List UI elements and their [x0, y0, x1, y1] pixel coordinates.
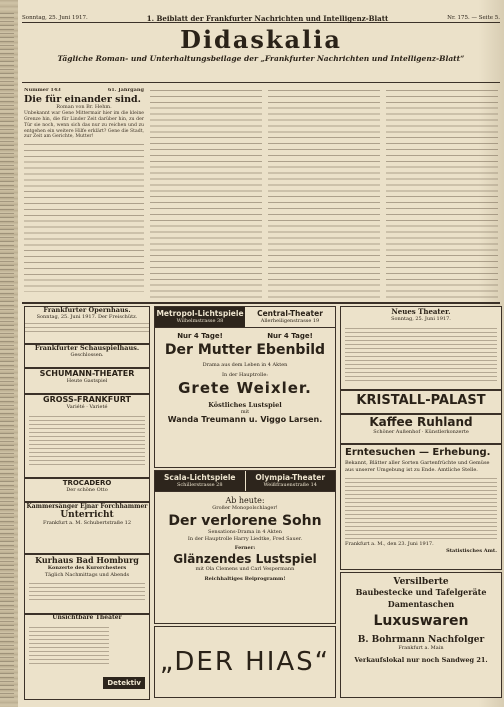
central-title: Central-Theater [257, 309, 323, 318]
olympia-title: Olympia-Theater [255, 473, 326, 482]
nur-4-tage-row [155, 332, 335, 340]
schauspielhaus-title: Frankfurter Schauspielhaus. [34, 344, 140, 352]
masthead-subtitle: Tägliche Roman- und Unterhaltungsbeilage der „Frankfurter Nachrichten und Intelligenz-Blatt“ [57, 54, 465, 63]
story-opening: Unbekannt war Gene Mittermair hier im die kleine Grenze hin, die für Linder Zeit darüber hin, zu der Tür sie noch, wenn sich das nur zu reichen und zu entgehen ein weitere Hilfe erklärt? Gene die Stadt, zur Zeit am Gerichte, Mutter! [24, 110, 144, 140]
verlorene-sohn-title: Der verlorene Sohn [168, 513, 322, 529]
kristall-title: KRISTALL-PALAST [356, 393, 486, 408]
kaffee-title: Kaffee Ruhland [369, 415, 473, 429]
erntesuchen-sign: Frankfurt a. M., den 23. Juni 1917. [345, 541, 434, 547]
story-heading: Die für einander sind. [24, 93, 141, 105]
kurhaus-title: Kurhaus Bad Homburg [35, 555, 139, 565]
ad-opernhaus [24, 306, 150, 344]
ad-kurhaus [24, 554, 150, 614]
ad-kaffee-ruhland [340, 414, 502, 444]
central-address: Allerheiligenstrasse 19 [260, 318, 320, 324]
scala-box [155, 471, 245, 491]
scala-title: Scala-Lichtspiele [163, 473, 236, 482]
gross-frankfurt-title: GROSS-FRANKFURT [43, 395, 131, 404]
feuilleton-column-1 [24, 88, 144, 300]
nur-4-tage-right: Nur 4 Tage! [267, 331, 313, 340]
opernhaus-line: Sonntag, 25. Juni 1917. Der Freischütz. [36, 313, 138, 320]
glaenzend-stars: mit Ola Clemens und Carl Vespermann [195, 565, 295, 572]
kammersaenger-title: Kammersänger Ejnar Forchhammer [26, 503, 148, 510]
ad-kristall-palast [340, 390, 502, 414]
bestecke-label: Baubestecke und Tafelgeräte [355, 587, 487, 597]
verkauf-label: Verkaufslokal nur noch Sandweg 21. [354, 655, 488, 664]
metropol-box [155, 307, 245, 327]
ad-unsichtbare [24, 614, 150, 700]
neues-line: Sonntag, 25. Juni 1917. [391, 316, 451, 322]
cinema-header-row [155, 307, 335, 328]
luxuswaren-label: Luxuswaren [373, 613, 469, 629]
ferner-label: Ferner: [234, 545, 256, 551]
header-date: Sonntag, 25. Juni 1917. [22, 15, 88, 21]
header-page: Nr. 175. — Seite 5. [447, 15, 500, 21]
sohn-stars: In der Hauptrolle Harry Liedtke, Fred Sauer. [187, 535, 303, 542]
kurhaus-line: Täglich Nachmittags und Abends [44, 571, 130, 578]
erntesuchen-text [345, 475, 497, 539]
masthead [22, 26, 500, 83]
metropol-address: Wilhelmstrasse 38 [176, 318, 224, 324]
story-text-lines [24, 142, 144, 292]
lustspiel-label: Köstliches Lustspiel [208, 400, 282, 409]
feuilleton-column-4 [386, 88, 498, 300]
header-title: 1. Beiblatt der Frankfurter Nachrichten und Intelligenz-Blatt [146, 13, 389, 23]
beiprogramm-label: Reichhaltiges Beiprogramm! [204, 576, 286, 582]
neues-program [345, 325, 497, 383]
weixler-name: Grete Weixler. [178, 378, 312, 397]
ebenbild-note: Drama aus dem Leben in 4 Akten [202, 361, 288, 368]
ad-metropol-central [154, 306, 336, 468]
gross-frankfurt-program [29, 413, 145, 465]
ebenbild-title: Der Mutter Ebenbild [164, 341, 326, 358]
nur-4-tage-left: Nur 4 Tage! [177, 331, 223, 340]
ad-trocadero [24, 478, 150, 502]
damentaschen-label: Damentaschen [387, 599, 455, 609]
kurhaus-text [29, 580, 145, 600]
ab-heute-label: Ab heute: [225, 495, 265, 505]
ad-neues-theater [340, 306, 502, 390]
trocadero-line: Der schöne Otto [66, 487, 108, 493]
page-header [22, 14, 500, 23]
neues-title: Neues Theater. [391, 307, 451, 316]
ad-der-hias [154, 626, 336, 698]
unsichtbare-text [29, 624, 109, 664]
schauspielhaus-line: Geschlossen. [70, 351, 104, 358]
hauptrolle-label: In der Hauptrolle: [222, 372, 268, 378]
sohn-note: Sensations-Drama in 4 Akten [208, 529, 282, 535]
feuilleton-column-2 [150, 88, 262, 300]
schumann-line: Heute Gastspiel [66, 378, 108, 384]
gross-frankfurt-line: Variété · Varieté [66, 404, 108, 410]
ad-schumann-theater [24, 368, 150, 394]
unsichtbare-title: Unsichtbare Theater [52, 614, 122, 621]
scala-address: Schillerstrasse 28 [176, 482, 223, 488]
section-divider [22, 302, 500, 304]
monopol-label: Großer Monopolschlager! [212, 504, 278, 511]
issue-number: Nummer 143 [24, 88, 61, 93]
opernhaus-title: Frankfurter Opernhaus. [43, 306, 131, 314]
ad-bohrmann [340, 572, 502, 698]
stars-line: Wanda Treumann u. Viggo Larsen. [167, 415, 323, 424]
masthead-title: Didaskalia [180, 25, 342, 54]
kurhaus-sub: Konzerte des Kurorchesters [47, 565, 127, 571]
olympia-box [245, 471, 336, 491]
central-box [245, 307, 335, 327]
mit-label: mit [240, 408, 250, 415]
erntesuchen-body: Bekannt, Blätter aller Sorten Gartenfrüchte und Gemüse aus unserer Umgebung ist zu Ende. Amtliche Stelle. [345, 460, 490, 473]
ad-kammersaenger [24, 502, 150, 554]
versilberte-label: Versilberte [393, 577, 449, 587]
ad-scala-olympia [154, 470, 336, 624]
trocadero-title: TROCADERO [62, 479, 112, 487]
issue-volume: 61. Jahrgang [107, 88, 144, 93]
adjacent-page-fragment [0, 10, 14, 700]
ad-erntesuchen [340, 444, 502, 570]
schumann-title: SCHUMANN-THEATER [39, 369, 135, 378]
olympia-address: Weißfrauenstraße 14 [263, 482, 317, 488]
story-author: Roman von Br. Hehm. [56, 103, 112, 110]
detektiv-label: Detektiv [103, 677, 145, 689]
opernhaus-text [25, 320, 149, 334]
kammersaenger-unterricht: Unterricht [60, 510, 114, 520]
kaffee-sub: Schöner Außenhof · Künstlerkonzerte [373, 429, 469, 435]
feuilleton-column-3 [268, 88, 380, 300]
hias-title: „DER HIAS“ [159, 647, 331, 677]
metropol-title: Metropol-Lichtspiele [156, 309, 244, 318]
erntesuchen-org: Statistisches Amt. [446, 547, 497, 554]
erntesuchen-title: Erntesuchen — Erhebung. [345, 447, 491, 458]
ad-gross-frankfurt [24, 394, 150, 478]
ad-schauspielhaus [24, 344, 150, 368]
glaenzend-title: Glänzendes Lustspiel [173, 551, 317, 566]
kammersaenger-address: Frankfurt a. M. Schubertstraße 12 [42, 520, 132, 526]
bohrmann-city: Frankfurt a. Main [398, 645, 444, 651]
bohrmann-name: B. Bohrmann Nachfolger [357, 635, 485, 645]
scala-header-row [155, 471, 335, 492]
